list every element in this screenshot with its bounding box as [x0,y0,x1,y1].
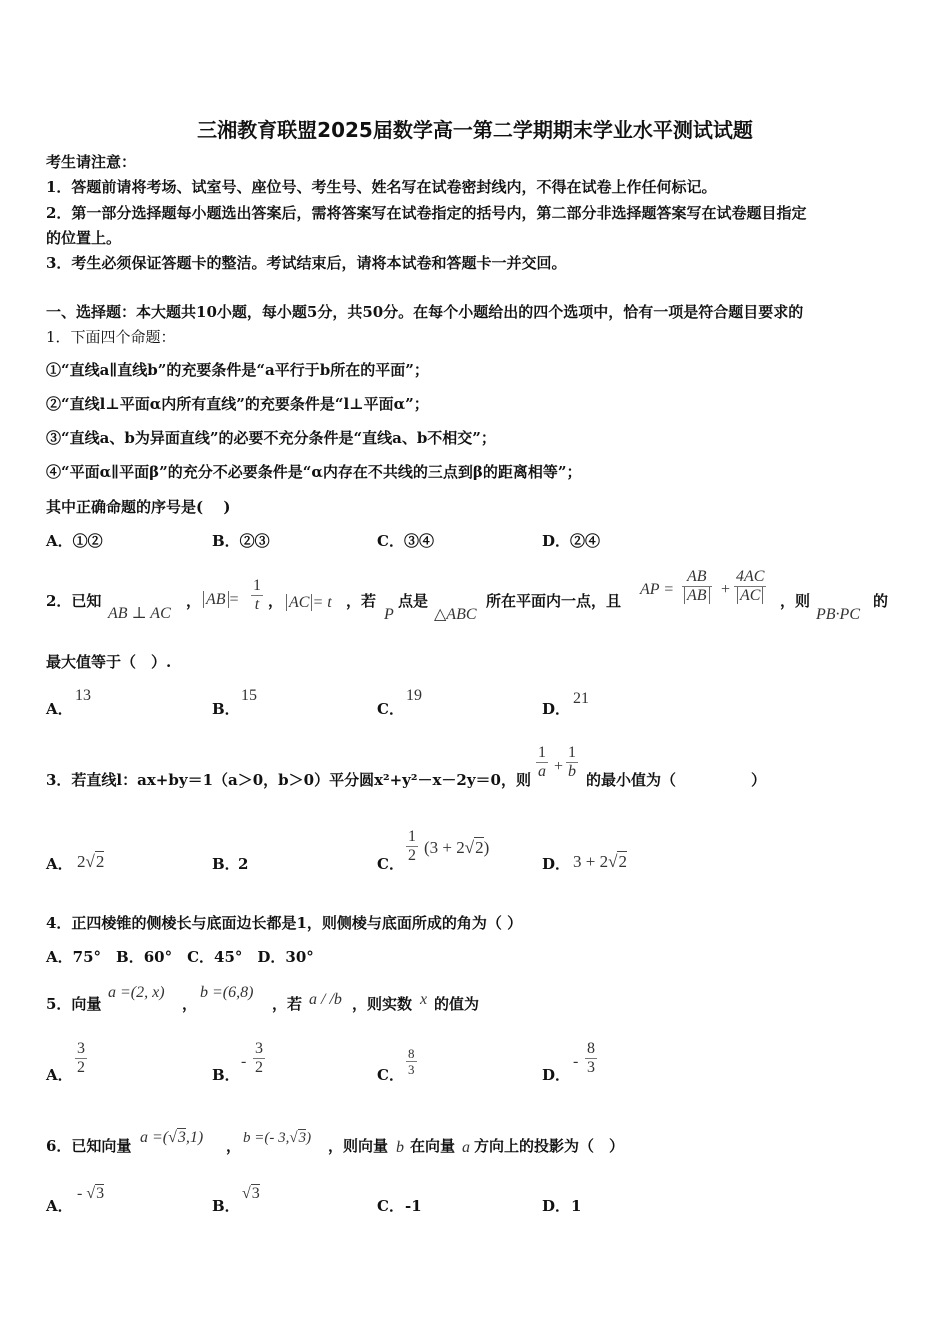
section-heading: 一、选择题：本大题共10小题，每小题5分，共50分。在每个小题给出的四个选项中，恰有一项是符合题目要求的 [46,303,804,321]
q6-vector-a: a =(√3,1) [140,1129,204,1146]
q5-option-c-label[interactable]: C． [377,1066,404,1084]
q6-option-d-value: 1 [571,1197,582,1215]
q5-option-a-value: $\frac{3}{2}$ [77,1040,85,1076]
q6-option-b-label[interactable]: B． [212,1197,240,1215]
q2-one-over-t: $\frac{1}{t}$ [253,577,261,613]
q3-option-c-half: $\frac{1}{2}$ [408,828,416,864]
q6-option-b-value: √3 [242,1185,260,1202]
q3-plus: + [554,758,564,775]
q3-option-b-value: 2 [238,855,249,873]
q3-option-c-expr: (3 + 2√2) [424,838,490,857]
q2-text-5: 点是 [398,592,429,610]
q2-option-c-value: 19 [406,687,422,704]
q2-ab-length: AB = [203,590,239,610]
q5-option-c-value: $\frac{8}{3}$ [408,1046,415,1077]
q2-option-b-value: 15 [241,687,257,704]
q2-ac-length: AC = t [286,593,332,613]
q3-option-d-label[interactable]: D． [542,855,571,873]
q2-option-d-label[interactable]: D． [542,700,571,718]
q2-option-a-value: 13 [75,687,91,704]
q2-option-b-label[interactable]: B． [212,700,240,718]
q5-var-x: x [420,991,428,1008]
q2-triangle: △ABC [434,606,477,623]
q5-parallel: a / /b [309,991,342,1008]
q2-option-c-label[interactable]: C． [377,700,404,718]
q3-option-b-label[interactable]: B． [212,855,240,873]
q1-option-a[interactable]: A．①② [46,532,103,550]
q6-option-c-label[interactable]: C． [377,1197,404,1215]
q1-statement-1: ①“直线a∥直线b”的充要条件是“a平行于b所在的平面”； [46,361,429,379]
q2-dot-product: PB·PC [816,606,860,623]
q2-text-7: ，则 [780,592,811,610]
q5-text-4: ，则实数 [352,995,413,1013]
q5-option-d-sign: - [573,1053,579,1070]
q6-text-1: 6．已知向量 [46,1137,132,1155]
q3-one-over-a: $\frac{1}{a}$ [538,744,546,780]
q5-option-b-label[interactable]: B． [212,1066,240,1084]
q2-option-d-value: 21 [573,690,589,707]
q5-option-d-value: $\frac{8}{3}$ [587,1040,595,1076]
q2-text-2: ， [186,592,202,610]
q5-option-b-sign: - [241,1053,247,1070]
q6-text-3: ，则向量 [328,1137,389,1155]
q3-option-a-label[interactable]: A． [46,855,73,873]
q1-statement-4: ④“平面α∥平面β”的充分不必要条件是“α内存在不共线的三点到β的距离相等”； [46,463,582,481]
q5-text-3: ，若 [272,995,303,1013]
q5-vector-a: a =(2, x) [108,984,165,1001]
q6-option-c-value: -1 [405,1197,422,1215]
q2-unit-ab: $\frac{AB}{AB}$ [682,568,712,605]
q2-ap-expr: AP = [640,581,675,598]
q6-option-a-value: - √3 [77,1185,105,1202]
q6-var-b: b [396,1139,404,1156]
q5-text-1: 5．向量 [46,995,102,1013]
q4-stem: 4．正四棱锥的侧棱长与底面边长都是1，则侧棱与底面所成的角为（ ） [46,914,523,932]
q2-text-4: ，若 [346,592,377,610]
q2-point-p: P [384,606,394,623]
notice-item-1: 1．答题前请将考场、试室号、座位号、考生号、姓名写在试卷密封线内，不得在试卷上作任何标记。 [46,178,717,196]
q6-text-4: 在向量 [410,1137,456,1155]
notice-item-2-cont: 的位置上。 [46,229,122,247]
q1-statement-2: ②“直线l⊥平面α内所有直线”的充要条件是“l⊥平面α”； [46,395,429,413]
q1-ask: 其中正确命题的序号是( ) [46,498,231,516]
q6-option-d-label[interactable]: D． [542,1197,571,1215]
q3-one-over-b: $\frac{1}{b}$ [568,744,576,780]
notice-item-3: 3．考生必须保证答题卡的整洁。考试结束后，请将本试卷和答题卡一并交回。 [46,254,567,272]
q3-option-a-value: 2√2 [77,852,105,871]
q2-text-1: 2．已知 [46,592,102,610]
q5-vector-b: b =(6,8) [200,984,254,1001]
q1-stem: 1．下面四个命题： [46,328,176,346]
notice-item-2: 2．第一部分选择题每小题选出答案后，需将答案写在试卷指定的括号内，第二部分非选择题答案写在试卷题目指定 [46,204,807,222]
q2-text-6: 所在平面内一点，且 [486,592,622,610]
q5-text-5: 的值为 [434,995,480,1013]
q1-option-b[interactable]: B．②③ [212,532,270,550]
q6-var-a: a [462,1139,470,1156]
q1-option-c[interactable]: C．③④ [377,532,434,550]
notice-heading: 考生请注意： [46,153,137,171]
q4-options[interactable]: A．75° B．60° C．45° D．30° [46,948,314,966]
q6-vector-b: b =(- 3,√3) [243,1130,312,1146]
q3-option-d-value: 3 + 2√2 [573,852,627,871]
exam-title: 三湘教育联盟2025届数学高一第二学期期末学业水平测试试题 [197,118,753,142]
q6-text-2: ， [226,1137,242,1155]
q5-option-a-label[interactable]: A． [46,1066,73,1084]
q2-text-line2: 最大值等于（ ）. [46,653,172,671]
q3-option-c-label[interactable]: C． [377,855,404,873]
q1-statement-3: ③“直线a、b为异面直线”的必要不充分条件是“直线a、b不相交”； [46,429,496,447]
q5-option-d-label[interactable]: D． [542,1066,571,1084]
q2-text-8: 的 [873,592,889,610]
q2-text-3: ， [268,592,284,610]
q1-option-d[interactable]: D．②④ [542,532,601,550]
q2-unit-ac: $\frac{4AC}{AC}$ [736,568,765,604]
q3-stem: 3．若直线l：ax+by＝1（a＞0，b＞0）平分圆x²+y²－x－2y＝0，则 [46,771,531,789]
q2-perp-expr: AB ⊥ AC [108,605,171,622]
q6-text-5: 方向上的投影为（ ） [474,1137,625,1155]
q2-option-a-label[interactable]: A． [46,700,73,718]
q3-stem-end: 的最小值为（ ） [586,771,767,789]
q6-option-a-label[interactable]: A． [46,1197,73,1215]
q2-plus: + [721,581,731,598]
q5-option-b-value: $\frac{3}{2}$ [255,1040,263,1076]
q5-text-2: ， [182,995,198,1013]
